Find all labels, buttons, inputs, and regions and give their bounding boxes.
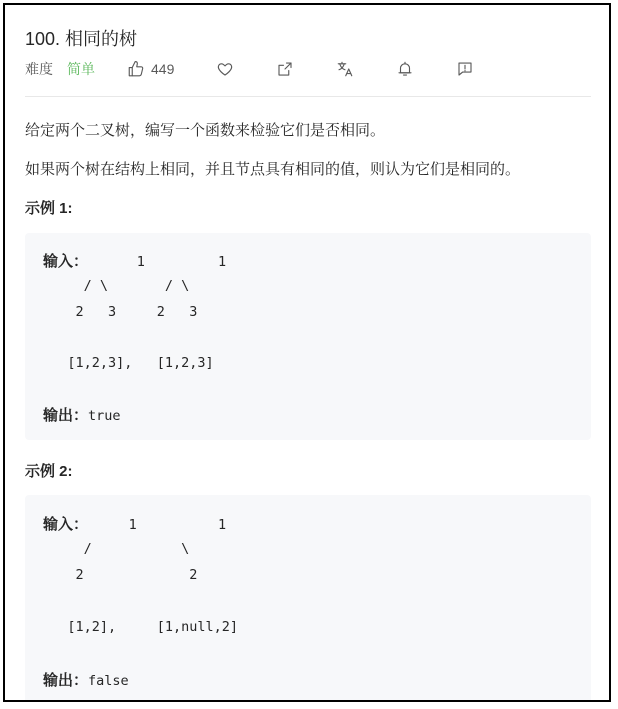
example-2-output-label: 输出： xyxy=(43,672,89,689)
example-1-array-line: [1,2,3], [1,2,3] xyxy=(43,355,214,371)
example-2-array-line: [1,2], [1,null,2] xyxy=(43,619,239,635)
example-1-output-line xyxy=(43,404,121,425)
example-2-tree-line-2: / \ xyxy=(43,541,190,557)
example-2-output-value: false xyxy=(88,673,129,689)
example-1-code-block xyxy=(25,233,591,440)
example-1-tree-line-3: 2 3 2 3 xyxy=(43,304,198,320)
divider xyxy=(25,96,591,97)
example-1-heading: 示例 1: xyxy=(25,200,73,217)
favorite-button[interactable] xyxy=(216,60,234,78)
heart-icon xyxy=(216,60,234,78)
example-1-tree-line-2: / \ / \ xyxy=(43,278,190,294)
share-button[interactable] xyxy=(276,60,294,78)
difficulty-label: 难度 xyxy=(25,61,53,77)
example-1-input-line xyxy=(43,250,226,271)
example-1-input-label: 输入： xyxy=(43,253,89,270)
difficulty-badge: 简单 xyxy=(67,61,95,77)
example-2-tree-line-3: 2 2 xyxy=(43,567,198,583)
example-2-input-label: 输入： xyxy=(43,516,89,533)
example-2-code-block xyxy=(25,495,591,702)
problem-meta-bar xyxy=(25,57,474,81)
problem-panel xyxy=(3,3,611,702)
translate-icon xyxy=(336,60,354,78)
example-1-output-value: true xyxy=(88,408,121,424)
subscribe-button[interactable] xyxy=(396,60,414,78)
like-count: 449 xyxy=(151,61,175,77)
share-icon xyxy=(276,60,294,78)
example-1-output-label: 输出： xyxy=(43,407,89,424)
example-2-output-line xyxy=(43,669,129,690)
example-2-heading: 示例 2: xyxy=(25,463,73,480)
page-title: 100. 相同的树 xyxy=(25,29,138,49)
thumbs-up-icon xyxy=(127,60,145,78)
feedback-button[interactable] xyxy=(456,60,474,78)
bell-icon xyxy=(396,60,414,78)
translate-button[interactable] xyxy=(336,60,354,78)
description-paragraph-1: 给定两个二叉树，编写一个函数来检验它们是否相同。 xyxy=(25,122,386,139)
feedback-icon xyxy=(456,60,474,78)
example-2-input-line xyxy=(43,513,226,534)
example-1-tree-line-1: 1 1 xyxy=(88,254,227,270)
example-2-tree-line-1: 1 1 xyxy=(88,517,227,533)
description-paragraph-2: 如果两个树在结构上相同，并且节点具有相同的值，则认为它们是相同的。 xyxy=(25,161,521,178)
like-button[interactable] xyxy=(127,60,174,78)
